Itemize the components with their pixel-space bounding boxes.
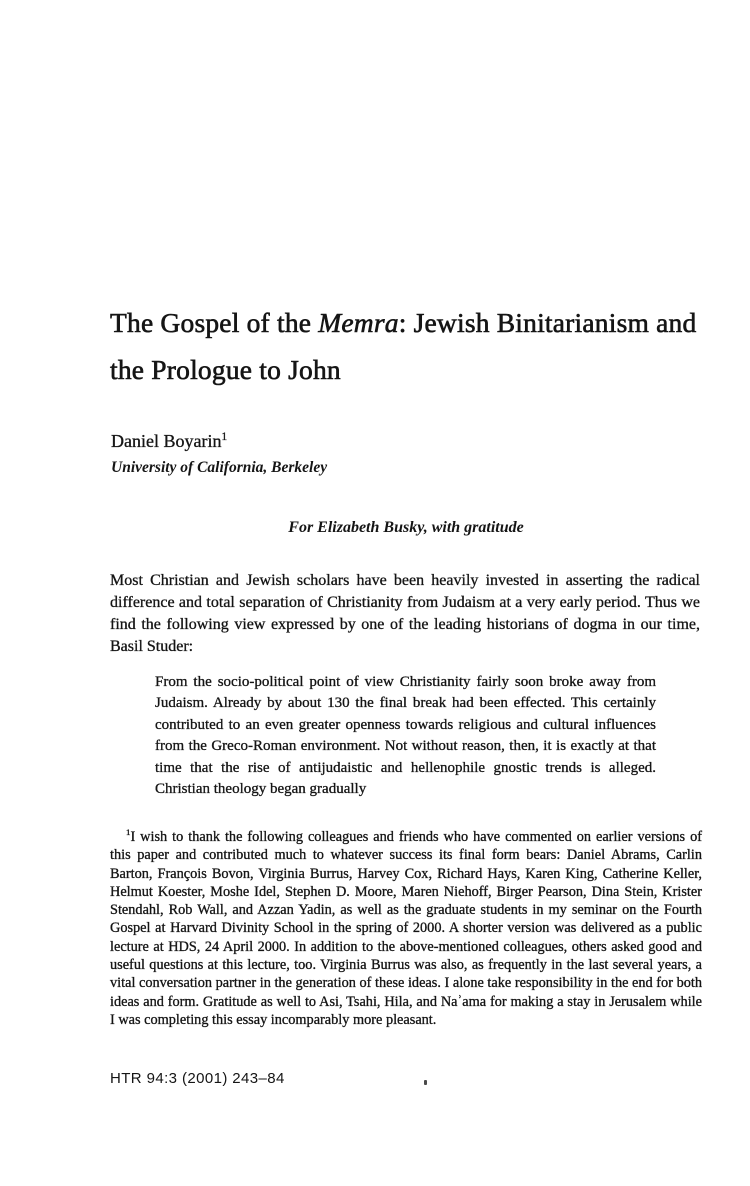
author-footnote-marker: 1 (221, 431, 228, 443)
footnote (110, 828, 702, 1029)
intro-paragraph: Most Christian and Jewish scholars have been heavily invested in asserting the radical difference and total separation of Christianity from Judaism at a very early period. Thus we find the following view expressed by one of the leading historians of dogma in our time, Basil Studer: (110, 572, 700, 655)
author-line (111, 429, 227, 453)
block-quote: From the socio-political point of view Christianity fairly soon broke away from Judaism. Already by about 130 the final break had been effected. This certainly contributed to an even greater openness towards religious and cultural influences from the Greco-Roman environment. Not without reason, then, it is exactly at that time that the rise of antijudaistic and hellenophile gnostic trends is alleged. Christian theology began gradually (155, 674, 656, 798)
footnote-text: I wish to thank the following colleagues and friends who have commented on earlier versions of this paper and contributed much to whatever success its final form bears: Daniel Abrams, Carlin Barton, François Bovon, Virginia Burrus, Harvey Cox, Richard Hays, Karen King, Catherine Keller, Helmut Koester, Moshe Idel, Stephen D. Moore, Maren Niehoff, Birger Pearson, Dina Stein, Krister Stendahl, Rob Wall, and Azzan Yadin, as well as the graduate students in my seminar on the Fourth Gospel at Harvard Divinity School in the spring of 2000. A shorter version was delivered as a public lecture at HDS, 24 April 2000. In addition to the above-mentioned colleagues, others asked good and useful questions at this lecture, too. Virginia Burrus was also, as frequently in the last several years, a vital conversation partner in the generation of these ideas. I alone take responsibility in the end for both ideas and form. Gratitude as well to Asi, Tsahi, Hila, and Naʾama for making a stay in Jerusalem while I was completing this essay incomparably more pleasant. (110, 829, 702, 1028)
author-name: Daniel Boyarin (111, 431, 222, 451)
scan-speck (424, 1080, 427, 1085)
footnote-marker: 1 (126, 827, 131, 838)
article-title-pre: The Gospel of the (110, 307, 319, 338)
author-affiliation: University of California, Berkeley (111, 459, 328, 476)
article-title-post: : Jewish Binitarianism and the Prologue to John (110, 307, 697, 385)
journal-citation: HTR 94:3 (2001) 243–84 (110, 1070, 285, 1087)
article-title-italic-term: Memra (318, 307, 399, 338)
dedication-line: For Elizabeth Busky, with gratitude (288, 519, 524, 536)
article-title (110, 299, 710, 393)
